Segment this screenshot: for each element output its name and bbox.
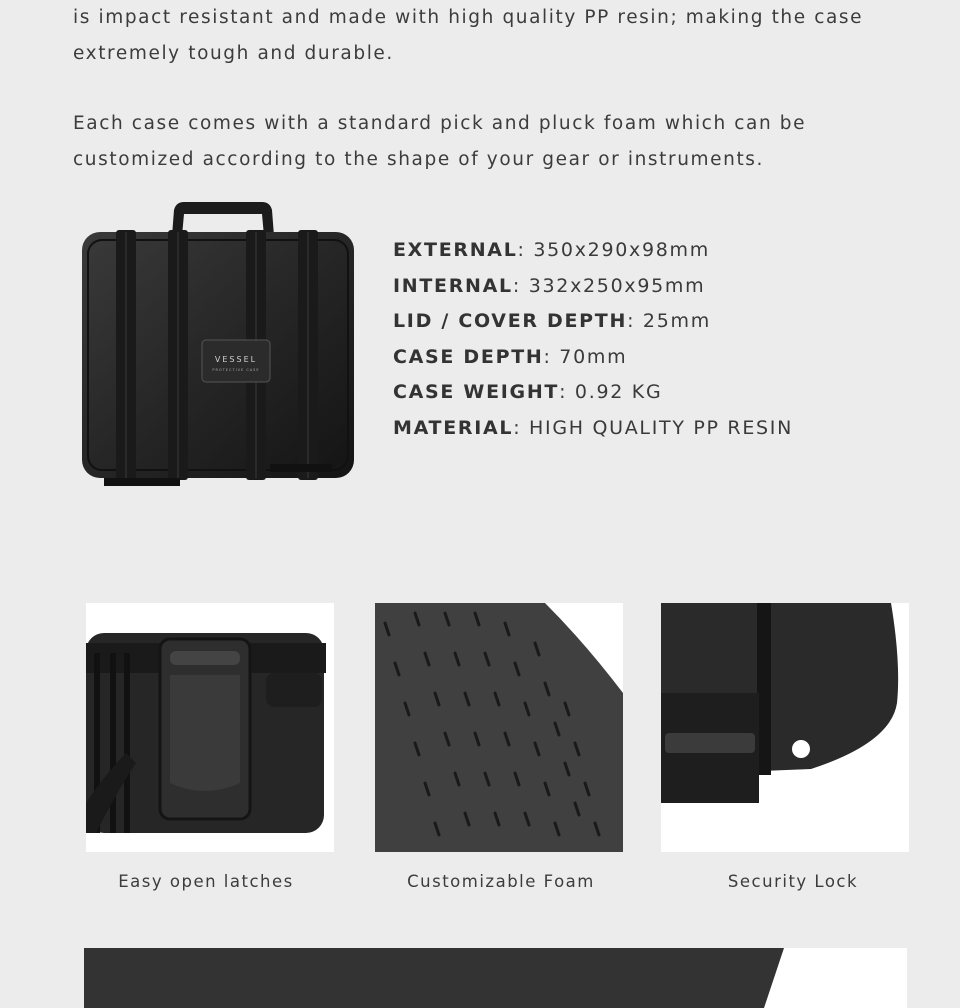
spec-internal xyxy=(393,269,793,305)
intro-paragraph-2: Each case comes with a standard pick and pluck foam which can be customized according to the shape of your gear or instruments. xyxy=(73,113,807,170)
spec-label: CASE WEIGHT xyxy=(393,381,560,404)
caption-foam: Customizable Foam xyxy=(407,872,595,891)
feature-image-foam xyxy=(375,603,623,852)
bottom-product-image xyxy=(84,948,907,1008)
feature-image-latches xyxy=(86,603,334,852)
brand-logo-text: VESSEL xyxy=(214,355,258,364)
product-case-image xyxy=(78,198,360,494)
spec-list xyxy=(393,233,793,447)
spec-label: INTERNAL xyxy=(393,274,513,297)
spec-label: EXTERNAL xyxy=(393,239,518,261)
spec-value: : 350x290x98mm xyxy=(517,239,710,261)
spec-value: : 332x250x95mm xyxy=(512,274,706,297)
spec-value: : 25mm xyxy=(627,310,711,333)
spec-value: : HIGH QUALITY PP RESIN xyxy=(513,416,794,439)
spec-case-depth xyxy=(393,340,793,376)
spec-case-weight xyxy=(393,375,793,411)
caption-lock: Security Lock xyxy=(727,872,859,891)
intro-paragraph-1: is impact resistant and made with high quality PP resin; making the case extremely tough and durable. xyxy=(73,7,864,64)
caption-latches: Easy open latches xyxy=(118,872,294,891)
spec-label: CASE DEPTH xyxy=(393,345,544,368)
spec-label: LID / COVER DEPTH xyxy=(393,310,628,333)
spec-label: MATERIAL xyxy=(393,416,514,439)
spec-external xyxy=(393,233,793,269)
feature-image-lock xyxy=(661,603,909,852)
spec-value: : 0.92 KG xyxy=(559,381,663,404)
spec-material xyxy=(393,411,793,447)
spec-value: : 70mm xyxy=(543,345,628,368)
brand-sub-text: PROTECTIVE CASE xyxy=(212,368,260,372)
spec-lid-depth xyxy=(393,304,793,340)
